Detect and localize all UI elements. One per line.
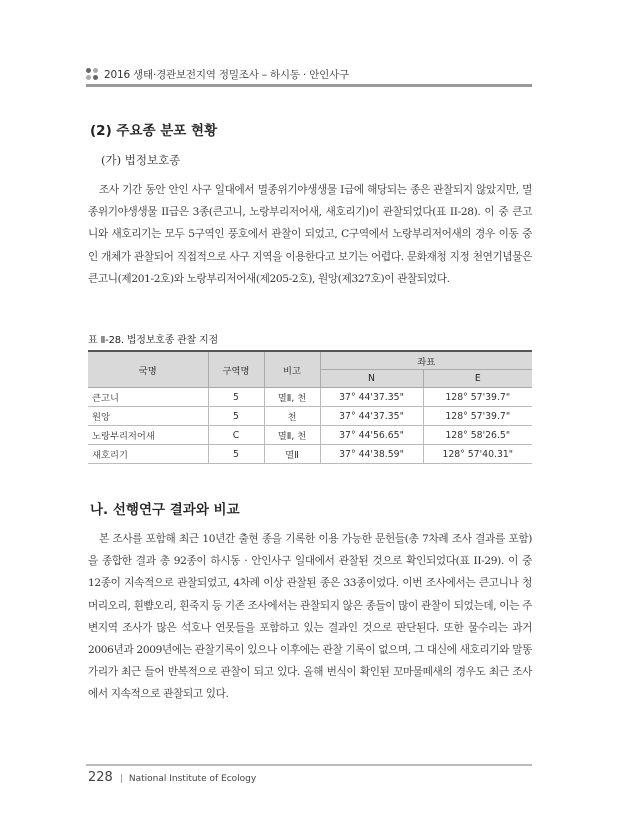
cell-n: 37° 44'37.35"	[320, 388, 423, 407]
header-title: 2016 생태·경관보전지역 정밀조사 – 하시동 · 안인사구	[104, 68, 349, 81]
bullet-dots-icon	[86, 68, 98, 80]
institute-name: National Institute of Ecology	[128, 774, 257, 784]
header-divider	[86, 84, 532, 87]
section-heading-2: 나. 선행연구 결과와 비교	[90, 502, 240, 518]
subsection-heading: (가) 법정보호종	[101, 153, 181, 167]
cell-name: 원앙	[88, 407, 208, 426]
body-paragraph-1	[88, 179, 532, 290]
col-header-name: 국명	[88, 351, 208, 388]
cell-zone: C	[208, 426, 264, 445]
col-header-coords: 좌표	[320, 351, 532, 370]
paragraph-text: 조사 기간 동안 안인 사구 일대에서 멸종위기야생생물 I급에 해당되는 종은 관찰되지 않았지만, 멸종위기야생생물 II급은 3종(큰고니, 노랑부리저어새, 새호리기)이 관찰되었다(표 II-28). 이 중 큰고니와 새호리기는 모두 5구역인 풍호에서 관찰이 되었고, C구역에서 노랑부리저어새의 경우 이동 중인 개체가 관찰되어 직접적으로 사구 지역을 이용한다고 보기는 어렵다. 문화재청 지정 천연기념물은 큰고니(제201-2호)와 노랑부리저어새(제205-2호), 원앙(제327호)이 관찰되었다.	[88, 184, 532, 285]
table-caption: 표 Ⅱ-28. 법정보호종 관찰 지점	[88, 335, 218, 346]
cell-note: 천	[264, 407, 320, 426]
col-header-zone: 구역명	[208, 351, 264, 388]
cell-name: 큰고니	[88, 388, 208, 407]
running-header	[86, 66, 532, 82]
page-footer	[88, 770, 256, 785]
page-number: 228	[88, 770, 113, 785]
col-header-note: 비고	[264, 351, 320, 388]
cell-n: 37° 44'38.59"	[320, 445, 423, 464]
cell-e: 128° 57'39.7"	[423, 388, 532, 407]
cell-n: 37° 44'37.35"	[320, 407, 423, 426]
body-paragraph-2	[88, 528, 532, 706]
table-row	[88, 407, 532, 426]
table-row	[88, 388, 532, 407]
cell-note: 멸Ⅱ	[264, 445, 320, 464]
col-header-n: N	[320, 370, 423, 388]
cell-e: 128° 57'40.31"	[423, 445, 532, 464]
cell-zone: 5	[208, 445, 264, 464]
cell-zone: 5	[208, 407, 264, 426]
section-heading: (2) 주요종 분포 현황	[90, 123, 218, 139]
col-header-e: E	[423, 370, 532, 388]
footer-divider	[86, 764, 532, 766]
footer-separator: |	[119, 774, 123, 784]
cell-note: 멸Ⅱ, 천	[264, 426, 320, 445]
cell-name: 노랑부리저어새	[88, 426, 208, 445]
cell-n: 37° 44'56.65"	[320, 426, 423, 445]
paragraph-text: 본 조사를 포함해 최근 10년간 출현 종을 기록한 이용 가능한 문헌들(총 7차례 조사 결과를 포함)을 종합한 결과 총 92종이 하시동 · 안인사구 일대에서 관찰된 것으로 확인되었다(표 II-29). 이 중 12종이 지속적으로 관찰되었고, 4차례 이상 관찰된 종은 33종이었다. 이번 조사에서는 큰고니나 청머리오리, 흰뺨오리, 흰죽지 등 기존 조사에서는 관찰되지 않은 종들이 많이 관찰이 되었는데, 이는 주변지역 조사가 많은 석호나 연못들을 포함하고 있는 결과인 것으로 판단된다. 또한 물수리는 과거 2006년과 2009년에는 관찰기록이 있으나 이후에는 관찰 기록이 없으며, 그 대신에 새호리기와 말똥가리가 최근 들어 반복적으로 관찰이 되고 있다. 올해 번식이 확인된 꼬마물떼새의 경우도 최근 조사에서 지속적으로 관찰되고 있다.	[88, 533, 532, 701]
cell-e: 128° 58'26.5"	[423, 426, 532, 445]
cell-e: 128° 57'39.7"	[423, 407, 532, 426]
cell-zone: 5	[208, 388, 264, 407]
table-row	[88, 426, 532, 445]
cell-name: 새호리기	[88, 445, 208, 464]
cell-note: 멸Ⅱ, 천	[264, 388, 320, 407]
protected-species-table	[88, 350, 532, 464]
table-row	[88, 445, 532, 464]
